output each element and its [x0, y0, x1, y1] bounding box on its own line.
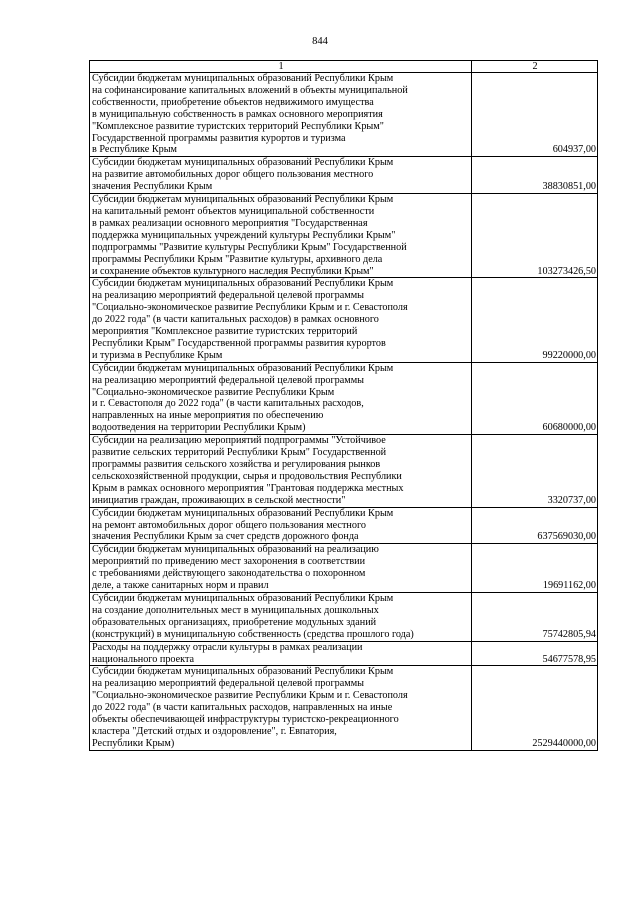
row-description: Субсидии бюджетам муниципальных образований Республики Крым на реализацию мероприятий федеральной целевой программы "Социально-экономическое развитие Республики Крым и г. Севастополя до 2022 года" (в части капитальных расходов, направленных на иные мероприятия по обеспечению водоотведения на территории Республики Крым): [90, 362, 472, 434]
table-row: [90, 73, 598, 157]
row-amount: 75742805,94: [472, 592, 598, 641]
table-row: [90, 641, 598, 666]
table-row: [90, 507, 598, 544]
page-number: 844: [312, 36, 328, 47]
row-description: Субсидии бюджетам муниципальных образований Республики Крым на развитие автомобильных дорог общего пользования местного значения Республики Крым: [90, 157, 472, 194]
row-description: Субсидии бюджетам муниципальных образований Республики Крым на капитальный ремонт объектов муниципальной собственности в рамках реализации основного мероприятия "Государственная поддержка муниципальных учреждений культуры Республики Крым" подпрограммы "Развитие культуры Республики Крым" Государственной программы Республики Крым "Развитие культуры, архивного дела и сохранение объектов культурного наследия Республики Крым": [90, 194, 472, 278]
row-description: Субсидии бюджетам муниципальных образований Республики Крым на создание дополнительных мест в муниципальных дошкольных образовательных организациях, приобретение модульных зданий (конструкций) в муниципальную собственность (средства прошлого года): [90, 592, 472, 641]
row-amount: 2529440000,00: [472, 666, 598, 750]
table-row: [90, 435, 598, 507]
row-description: Субсидии бюджетам муниципальных образований на реализацию мероприятий по приведению мест захоронения в соответствии с требованиями действующего законодательства о похоронном деле, а также санитарных норм и правил: [90, 544, 472, 593]
table-row: [90, 592, 598, 641]
table-row: [90, 194, 598, 278]
row-description: Субсидии на реализацию мероприятий подпрограммы "Устойчивое развитие сельских территорий Республики Крым" Государственной программы развития сельского хозяйства и регулирования рынков сельскохозяйственной продукции, сырья и продовольствия Республики Крым в рамках основного мероприятия "Грантовая поддержка местных инициатив граждан, проживающих в сельской местности": [90, 435, 472, 507]
row-description: Расходы на поддержку отрасли культуры в рамках реализации национального проекта: [90, 641, 472, 666]
row-description: Субсидии бюджетам муниципальных образований Республики Крым на реализацию мероприятий федеральной целевой программы "Социально-экономическое развитие Республики Крым и г. Севастополя до 2022 года" (в части капитальных расходов) в рамках основного мероприятия "Комплексное развитие туристских территорий Республики Крым" Государственной программы развития курортов и туризма в Республике Крым: [90, 278, 472, 362]
table-row: [90, 278, 598, 362]
row-amount: 54677578,95: [472, 641, 598, 666]
row-description: Субсидии бюджетам муниципальных образований Республики Крым на софинансирование капитальных вложений в объекты муниципальной собственности, приобретение объектов недвижимого имущества в муниципальную собственность в рамках основного мероприятия "Комплексное развитие туристских территорий Республики Крым" Государственной программы развития курортов и туризма в Республике Крым: [90, 73, 472, 157]
row-amount: 103273426,50: [472, 194, 598, 278]
row-description: Субсидии бюджетам муниципальных образований Республики Крым на реализацию мероприятий федеральной целевой программы "Социально-экономическое развитие Республики Крым и г. Севастополя до 2022 года" (в части капитальных расходов, направленных на иные объекты обеспечивающей инфраструктуры туристско-рекреационного кластера "Детский отдых и оздоровление", г. Евпатория, Республики Крым): [90, 666, 472, 750]
table-row: [90, 666, 598, 750]
table-row: [90, 544, 598, 593]
row-amount: 604937,00: [472, 73, 598, 157]
table-row: [90, 157, 598, 194]
column-header-amount: 2: [472, 61, 598, 73]
table-row: [90, 362, 598, 434]
column-header-description: 1: [90, 61, 472, 73]
row-amount: 38830851,00: [472, 157, 598, 194]
row-amount: 99220000,00: [472, 278, 598, 362]
table-header-row: [90, 61, 598, 73]
row-amount: 19691162,00: [472, 544, 598, 593]
row-amount: 60680000,00: [472, 362, 598, 434]
row-amount: 3320737,00: [472, 435, 598, 507]
row-description: Субсидии бюджетам муниципальных образований Республики Крым на ремонт автомобильных дорог общего пользования местного значения Республики Крым за счет средств дорожного фонда: [90, 507, 472, 544]
row-amount: 637569030,00: [472, 507, 598, 544]
budget-table: [89, 60, 598, 751]
